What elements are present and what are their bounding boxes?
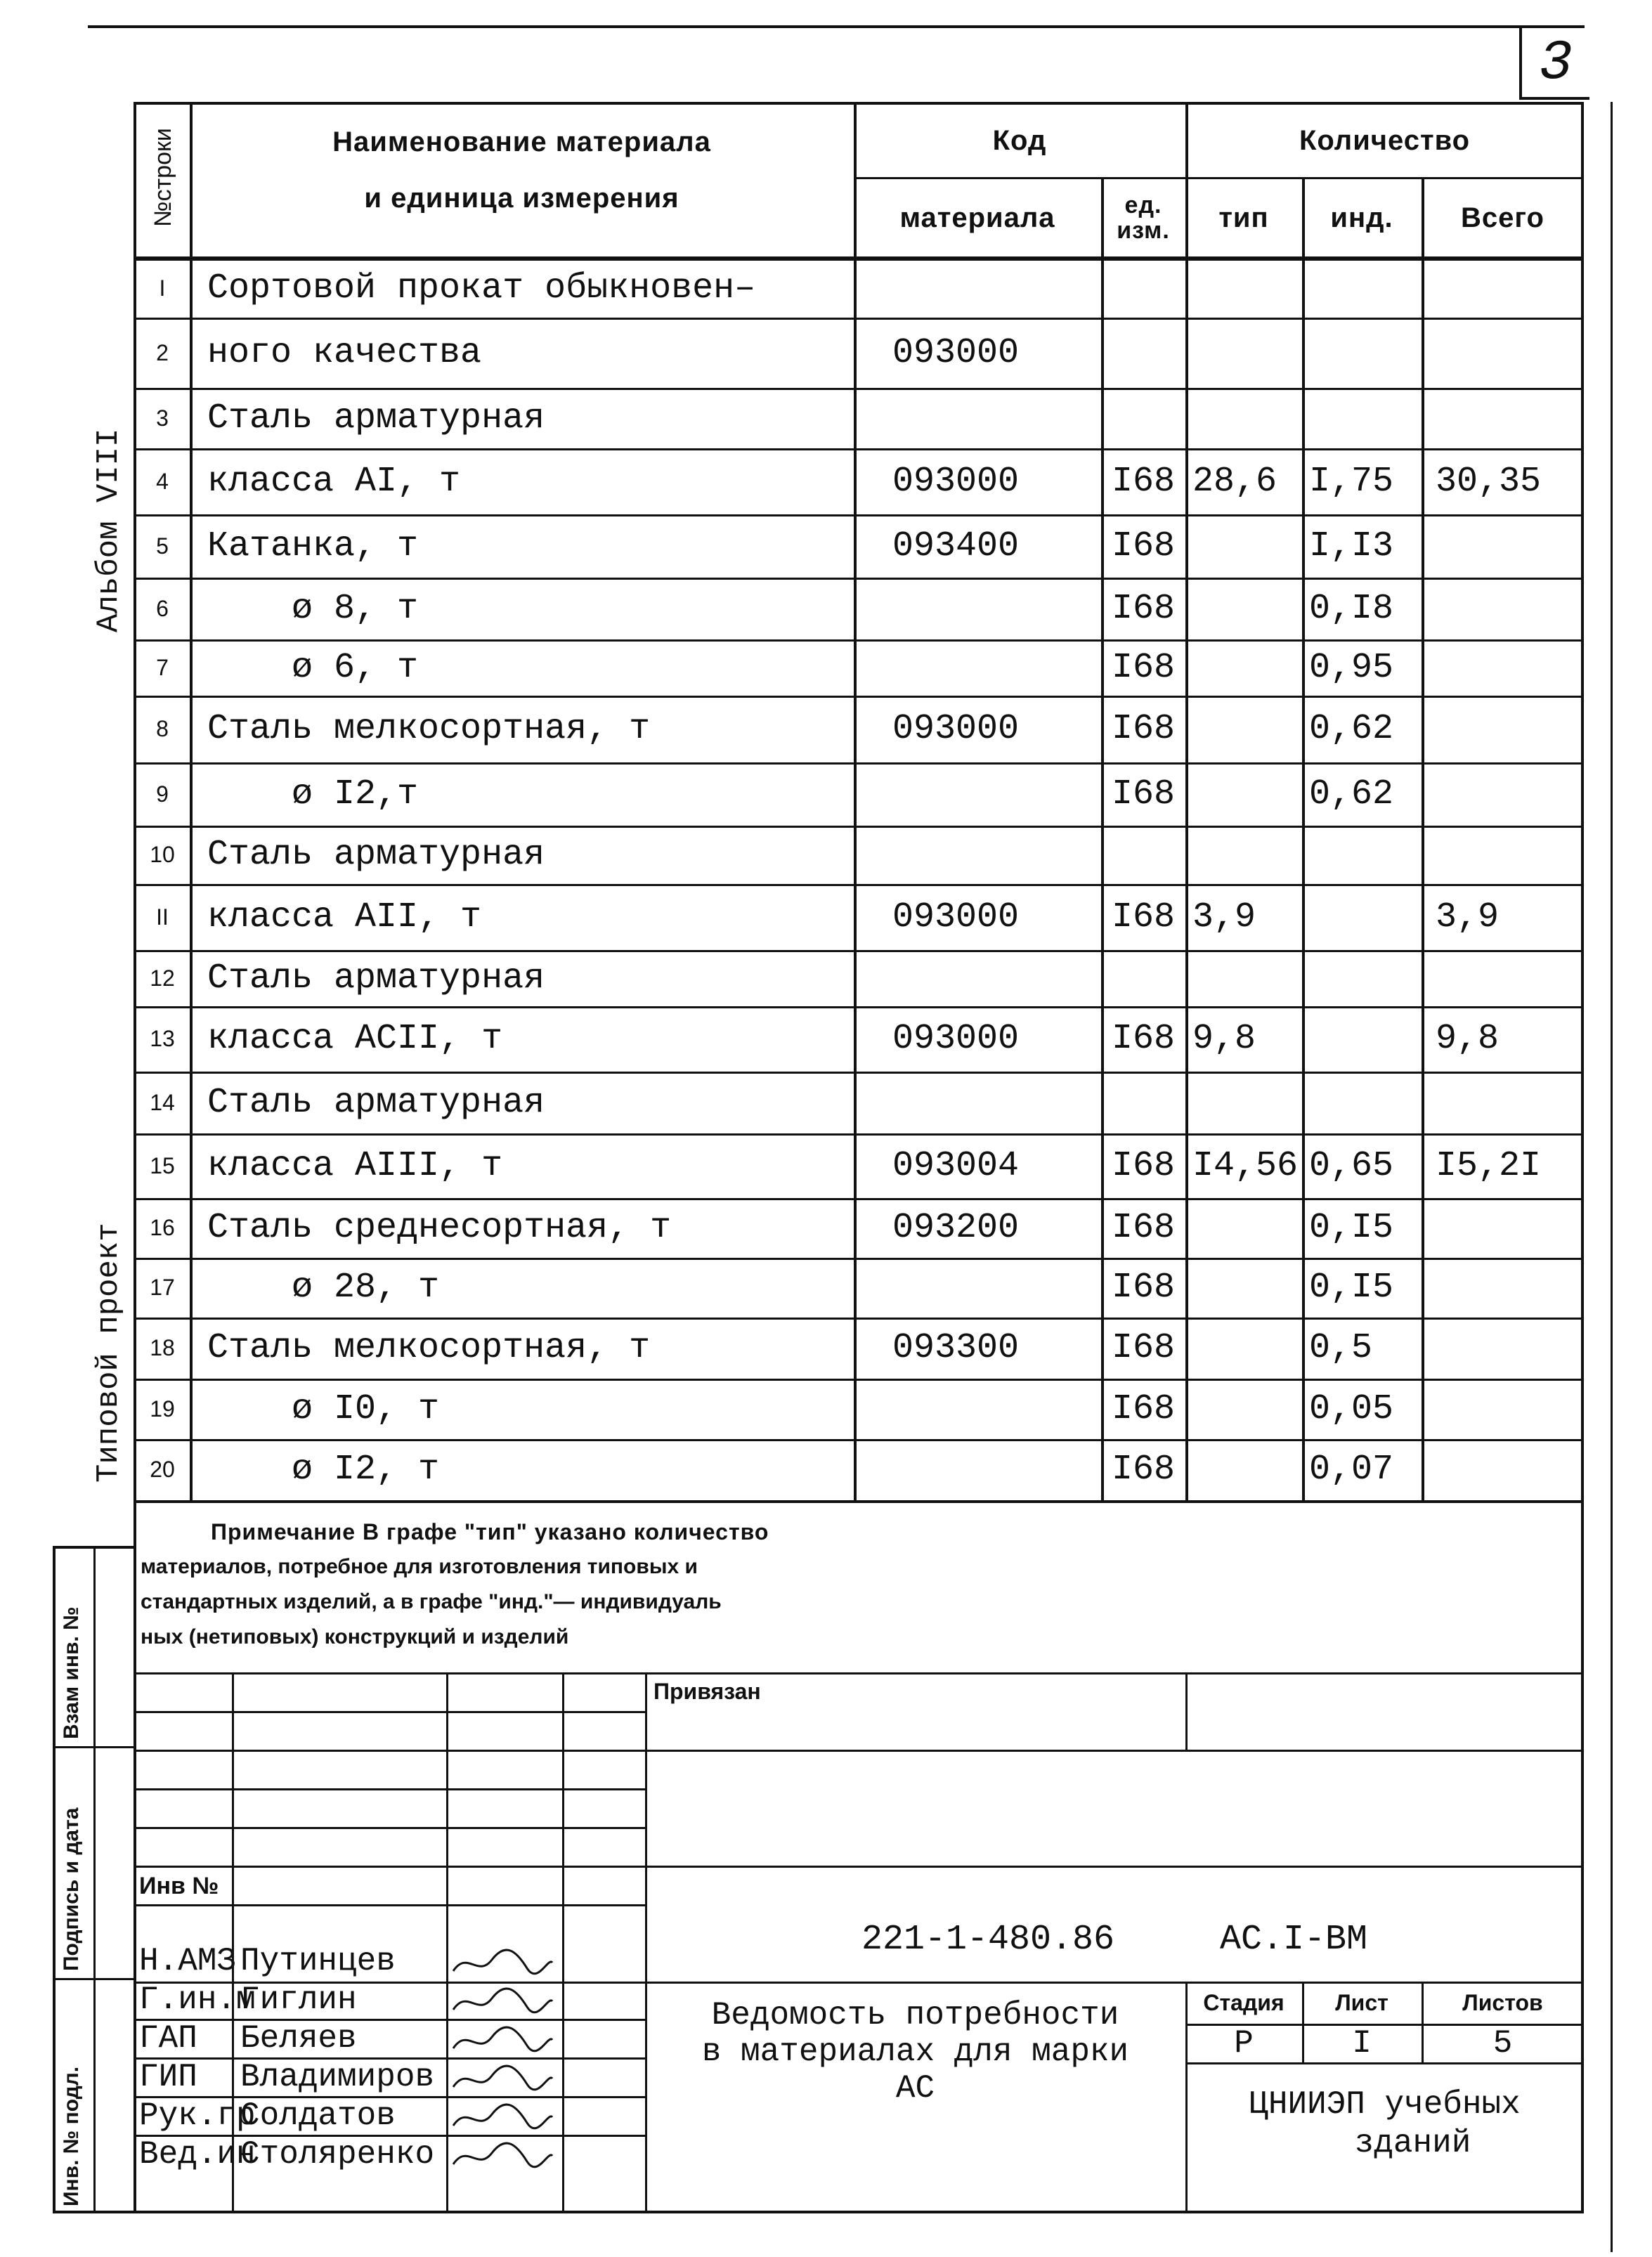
row-material-code — [892, 259, 1101, 318]
row-unit: I68 — [1111, 1019, 1175, 1059]
signer-name: Путинцев — [240, 1943, 396, 1979]
row-number: 18 — [150, 1335, 175, 1360]
row-qty-total — [1436, 1439, 1584, 1500]
row-material-name: Сталь мелкосортная, т — [207, 1328, 651, 1368]
row-qty-ind: 0,95 — [1309, 647, 1394, 688]
row-material-name: ø 8, т — [207, 588, 419, 629]
row-qty-type — [1192, 259, 1302, 318]
signer-name: Владимиров — [240, 2059, 435, 2095]
row-unit — [1101, 826, 1185, 884]
side-label-inv: Инв. № подл. — [60, 2066, 83, 2206]
row-material-code: 093000 — [892, 461, 1020, 502]
signature-scribble — [450, 2140, 555, 2175]
row-material-name: ø I2, т — [207, 1450, 440, 1490]
row-qty-ind — [1309, 1006, 1422, 1072]
row-number: 12 — [150, 965, 175, 991]
table-bottom-line — [134, 1500, 1584, 1503]
row-unit: I68 — [1111, 1450, 1175, 1490]
row-unit — [1101, 259, 1185, 318]
row-qty-type — [1192, 1439, 1302, 1500]
row-number: 10 — [150, 842, 175, 867]
row-material-name: ø 6, т — [207, 647, 419, 688]
col-line-rownum — [190, 102, 193, 1500]
signature-scribble — [450, 1947, 555, 1982]
row-material-code — [892, 1439, 1101, 1500]
row-unit — [1101, 318, 1185, 388]
row-qty-total — [1436, 1318, 1584, 1379]
row-unit: I68 — [1111, 897, 1175, 937]
row-material-name: Сталь арматурная — [207, 958, 545, 999]
note-line-3: стандартных изделий, а в графе "инд."— индивидуаль — [141, 1590, 722, 1613]
row-material-code: 093300 — [892, 1328, 1020, 1368]
row-material-code — [892, 950, 1101, 1006]
row-material-code: 093000 — [892, 897, 1020, 937]
row-material-code — [892, 1072, 1101, 1133]
row-unit: I68 — [1111, 709, 1175, 749]
signature-scribble — [450, 1986, 555, 2020]
row-number: 4 — [156, 468, 169, 494]
signer-role: Н.АМЗ — [139, 1943, 237, 1979]
row-unit: I68 — [1111, 1388, 1175, 1429]
row-qty-total — [1436, 826, 1584, 884]
row-material-code — [892, 762, 1101, 826]
row-unit: I68 — [1111, 588, 1175, 629]
binding-line-1 — [53, 1746, 134, 1748]
row-number: 5 — [156, 533, 169, 559]
row-qty-ind — [1309, 826, 1422, 884]
stamp-sheets: 5 — [1492, 2025, 1513, 2062]
row-qty-type: 28,6 — [1192, 461, 1277, 502]
side-label-project: Типовой проект — [91, 1223, 126, 1483]
row-number: 13 — [150, 1026, 175, 1051]
col-line-qty — [1185, 102, 1188, 1500]
side-label-vzam: Взам инв. № — [60, 1606, 83, 1739]
row-number: 14 — [150, 1089, 175, 1115]
row-qty-total — [1436, 1258, 1584, 1318]
row-material-name: класса АСII, т — [207, 1019, 503, 1059]
top-rule — [88, 25, 1585, 28]
row-material-name: класса АI, т — [207, 461, 461, 502]
row-material-code: 093000 — [892, 709, 1020, 749]
stamp-stage-label: Стадия — [1203, 1989, 1284, 2015]
header-quantity: Количество — [1299, 124, 1471, 156]
row-unit: I68 — [1111, 1328, 1175, 1368]
signer-role: ГИП — [139, 2059, 197, 2095]
stamp-sheets-label: Листов — [1462, 1989, 1543, 2015]
frame-right-double — [1611, 102, 1613, 2252]
row-qty-type — [1192, 762, 1302, 826]
row-qty-type — [1192, 696, 1302, 762]
row-material-code — [892, 388, 1101, 448]
header-code: Код — [992, 124, 1047, 156]
signer-role: Рук.гр — [139, 2097, 256, 2134]
row-number: II — [156, 904, 169, 930]
row-qty-ind: 0,5 — [1309, 1328, 1373, 1368]
row-qty-total — [1436, 1072, 1584, 1133]
row-unit: I68 — [1111, 647, 1175, 688]
row-material-name: Катанка, т — [207, 526, 419, 566]
row-unit: I68 — [1111, 774, 1175, 814]
row-material-code: 093400 — [892, 526, 1020, 566]
header-code-material: материала — [899, 202, 1055, 233]
row-number: 9 — [156, 781, 169, 807]
stamp-doc-code: 221-1-480.86 АС.I-ВМ — [861, 1919, 1368, 1960]
signature-scribble — [450, 2024, 555, 2059]
row-number: 19 — [150, 1396, 175, 1422]
row-material-name: Сталь мелкосортная, т — [207, 709, 651, 749]
row-qty-type — [1192, 1258, 1302, 1318]
row-qty-total — [1436, 1198, 1584, 1258]
row-qty-ind — [1309, 1072, 1422, 1133]
stamp-line-c — [134, 1788, 646, 1790]
signer-role: Вед.ин — [139, 2136, 256, 2173]
stamp-title-line3: АС — [895, 2070, 935, 2107]
row-unit: I68 — [1111, 461, 1175, 502]
header-row-no: №строки — [150, 128, 176, 227]
stamp-line-d — [134, 1827, 646, 1829]
row-qty-total — [1436, 696, 1584, 762]
row-material-name: ø 28, т — [207, 1268, 440, 1308]
row-qty-ind — [1309, 388, 1422, 448]
row-qty-total — [1436, 950, 1584, 1006]
row-qty-ind: 0,I5 — [1309, 1268, 1394, 1308]
row-material-name: Сталь среднесортная, т — [207, 1208, 672, 1248]
stamp-col-2 — [446, 1672, 448, 2213]
col-line-ind — [1422, 177, 1424, 1500]
row-unit: I68 — [1111, 526, 1175, 566]
row-qty-type — [1192, 1318, 1302, 1379]
stamp-line-f — [134, 1904, 646, 1906]
row-material-name: Сортовой прокат обыкновен– — [207, 268, 756, 308]
row-number: 20 — [150, 1457, 175, 1482]
row-qty-ind: 0,I8 — [1309, 588, 1394, 629]
row-unit — [1101, 388, 1185, 448]
row-material-name: Сталь арматурная — [207, 398, 545, 438]
row-qty-ind: I,I3 — [1309, 526, 1394, 566]
row-qty-total — [1436, 578, 1584, 639]
signer-name: Беляев — [240, 2020, 357, 2057]
row-qty-ind — [1309, 950, 1422, 1006]
header-qty-ind: инд. — [1330, 202, 1393, 233]
row-qty-ind: 0,65 — [1309, 1145, 1394, 1186]
header-qty-total: Всего — [1461, 202, 1544, 233]
row-qty-type — [1192, 950, 1302, 1006]
row-qty-type — [1192, 514, 1302, 578]
row-number: I — [159, 275, 166, 301]
row-number: 16 — [150, 1215, 175, 1240]
row-qty-type — [1192, 318, 1302, 388]
row-number: 15 — [150, 1152, 175, 1178]
row-qty-ind: 0,07 — [1309, 1450, 1394, 1490]
signer-role: ГАП — [139, 2020, 197, 2057]
row-unit: I68 — [1111, 1208, 1175, 1248]
row-qty-total — [1436, 388, 1584, 448]
row-qty-total: 3,9 — [1436, 897, 1500, 937]
page-number: 3 — [1538, 31, 1573, 96]
col-line-code — [854, 102, 857, 1500]
stamp-line-b — [134, 1750, 1584, 1752]
stamp-title-line2: в материалах для марки — [701, 2034, 1129, 2070]
signature-scribble — [450, 2063, 555, 2097]
row-qty-type — [1192, 1072, 1302, 1133]
row-material-code — [892, 578, 1101, 639]
stamp-org-line1: ЦНИИЭП учебных — [1249, 2086, 1521, 2123]
row-qty-ind: 0,05 — [1309, 1388, 1394, 1429]
stamp-stage: Р — [1234, 2025, 1254, 2062]
header-code-unit: ед. изм. — [1117, 192, 1170, 244]
stamp-line-a — [134, 1711, 646, 1713]
row-material-name: класса АII, т — [207, 897, 482, 937]
row-qty-type: 3,9 — [1192, 897, 1256, 937]
row-number: 2 — [156, 339, 169, 365]
row-qty-ind — [1309, 884, 1422, 950]
row-number: 17 — [150, 1275, 175, 1300]
row-number: 7 — [156, 654, 169, 680]
row-material-code — [892, 639, 1101, 696]
row-qty-type — [1192, 639, 1302, 696]
signer-name: Солдатов — [240, 2097, 396, 2134]
note-line-4: ных (нетиповых) конструкций и изделий — [141, 1625, 569, 1648]
row-material-code — [892, 1379, 1101, 1439]
row-qty-ind: 0,62 — [1309, 709, 1394, 749]
row-qty-total — [1436, 639, 1584, 696]
row-material-name: ø I2,т — [207, 774, 419, 814]
stamp-sheet: I — [1352, 2025, 1372, 2062]
row-unit: I68 — [1111, 1145, 1175, 1186]
header-mid-line — [854, 177, 1584, 179]
stamp-line-e — [134, 1866, 1584, 1868]
stamp-sheet-label: Лист — [1335, 1989, 1388, 2015]
binding-line-2 — [53, 1978, 134, 1980]
row-qty-type: 9,8 — [1192, 1019, 1256, 1059]
row-material-name: ного качества — [207, 332, 482, 373]
row-qty-total — [1436, 514, 1584, 578]
row-material-name: ø I0, т — [207, 1388, 440, 1429]
row-qty-total — [1436, 259, 1584, 318]
stamp-col-3 — [562, 1672, 564, 2213]
stamp-line-i — [1185, 2062, 1584, 2064]
row-qty-total: 30,35 — [1436, 461, 1542, 502]
row-number: 6 — [156, 595, 169, 621]
stamp-col-5 — [1185, 1672, 1188, 1750]
stamp-privyazan: Привязан — [653, 1679, 761, 1704]
stamp-title-line1: Ведомость потребности — [711, 1997, 1119, 2034]
row-qty-total — [1436, 1379, 1584, 1439]
row-qty-ind — [1309, 318, 1422, 388]
row-qty-ind: 0,I5 — [1309, 1208, 1394, 1248]
stamp-line-top — [134, 1672, 1584, 1674]
row-number: 8 — [156, 716, 169, 741]
row-qty-type — [1192, 1198, 1302, 1258]
row-qty-type — [1192, 826, 1302, 884]
stamp-org-line2: зданий — [1354, 2125, 1471, 2161]
row-qty-type — [1192, 1379, 1302, 1439]
signer-role: Г.ин.м — [139, 1982, 256, 2018]
row-qty-total — [1436, 318, 1584, 388]
row-qty-type — [1192, 388, 1302, 448]
row-material-name: Сталь арматурная — [207, 1082, 545, 1123]
signer-name: Столяренко — [240, 2136, 435, 2173]
signer-name: Гиглин — [240, 1982, 357, 2018]
side-label-album: Альбом VIII — [91, 428, 126, 632]
row-material-name: класса АIII, т — [207, 1145, 503, 1186]
stamp-inv-no: Инв № — [139, 1872, 219, 1899]
row-material-code — [892, 1258, 1101, 1318]
row-material-code: 093000 — [892, 332, 1020, 373]
row-material-code: 093004 — [892, 1145, 1020, 1186]
binding-strip-divider — [93, 1546, 96, 2213]
row-qty-total — [1436, 762, 1584, 826]
row-qty-type: I4,56 — [1192, 1145, 1299, 1186]
row-material-code — [892, 826, 1101, 884]
note-line-2: материалов, потребное для изготовления типовых и — [141, 1555, 698, 1578]
note-line-1: Примечание В графе "тип" указано количество — [211, 1519, 769, 1544]
header-qty-type: тип — [1218, 202, 1269, 233]
row-material-name: Сталь арматурная — [207, 835, 545, 875]
row-qty-total: 9,8 — [1436, 1019, 1500, 1059]
header-name-line1: Наименование материала — [332, 126, 711, 157]
header-name-line2: и единица измерения — [364, 183, 679, 214]
row-material-code: 093200 — [892, 1208, 1020, 1248]
row-qty-ind: 0,62 — [1309, 774, 1394, 814]
row-unit — [1101, 1072, 1185, 1133]
row-qty-type — [1192, 578, 1302, 639]
row-qty-ind — [1309, 259, 1422, 318]
row-number: 3 — [156, 405, 169, 431]
signature-scribble — [450, 2102, 555, 2136]
row-unit — [1101, 950, 1185, 1006]
side-label-podpis: Подпись и дата — [60, 1807, 83, 1971]
row-qty-total: I5,2I — [1436, 1145, 1542, 1186]
col-line-tip — [1302, 177, 1305, 1500]
row-unit: I68 — [1111, 1268, 1175, 1308]
row-qty-ind: I,75 — [1309, 461, 1394, 502]
row-material-code: 093000 — [892, 1019, 1020, 1059]
